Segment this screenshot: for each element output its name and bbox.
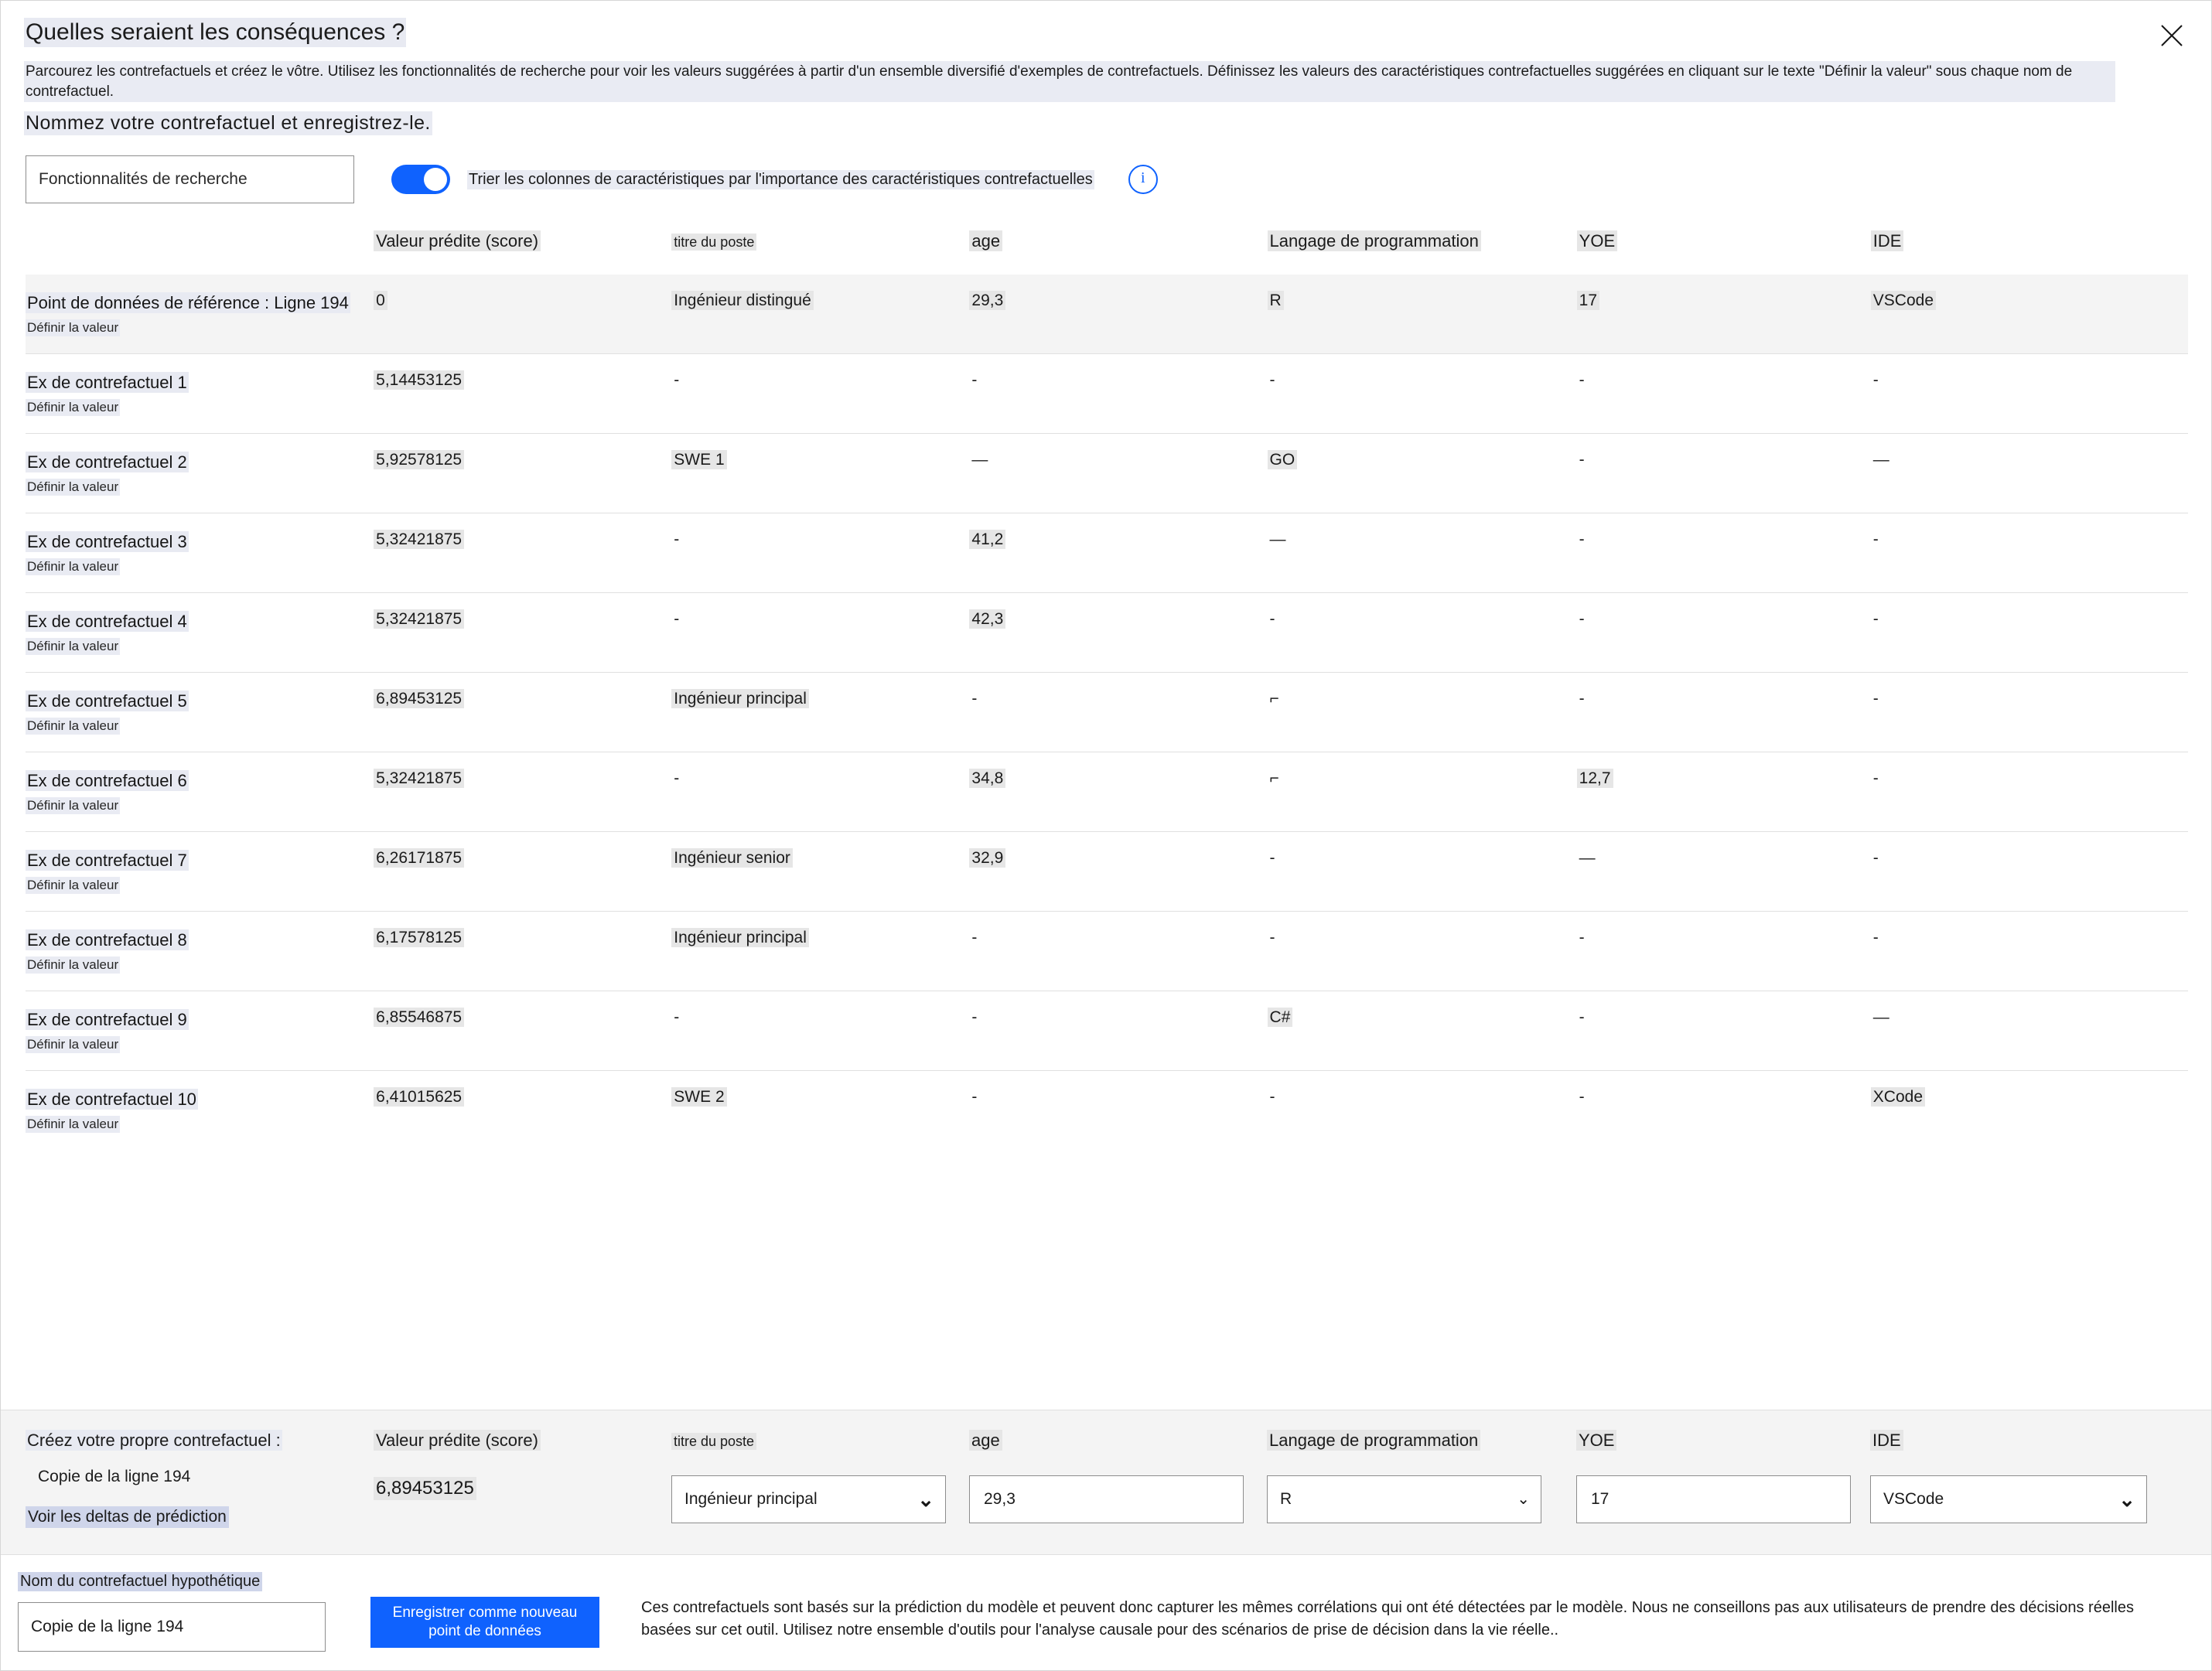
set-value-link[interactable]: Définir la valeur <box>27 400 119 415</box>
cell-ide: — <box>1872 451 1889 469</box>
set-value-link[interactable]: Définir la valeur <box>27 1037 119 1052</box>
cell-score: 5,92578125 <box>374 434 671 513</box>
cell-language: R <box>1268 275 1577 354</box>
cell-ide: — <box>1872 1008 1889 1027</box>
dialog-header <box>1 1 2211 135</box>
cell-ide: - <box>1872 690 1879 708</box>
cell-score: 6,41015625 <box>374 1071 671 1151</box>
column-header-language: Langage de programmation <box>1268 203 1577 275</box>
sort-toggle-label: Trier les colonnes de caractéristiques par l'importance des caractéristiques contrefactuelles <box>469 170 1093 188</box>
cell-language: GO <box>1268 434 1577 513</box>
cell-ide: - <box>1872 769 1879 788</box>
counterfactual-name-input[interactable] <box>18 1602 326 1652</box>
cell-job: - <box>674 769 680 788</box>
search-input[interactable] <box>26 155 354 203</box>
cell-yoe: - <box>1579 690 1585 708</box>
cell-ide: - <box>1872 849 1879 868</box>
close-icon[interactable] <box>2156 19 2188 52</box>
set-value-link[interactable]: Définir la valeur <box>27 718 119 734</box>
cell-age: 34,8 <box>969 752 1267 832</box>
cell-score: 5,32421875 <box>374 752 671 832</box>
cell-ide: VSCode <box>1871 275 2188 354</box>
cell-job: SWE 1 <box>671 434 969 513</box>
row-label-cell: Point de données de référence : Ligne 194 Définir la valeur <box>27 293 349 336</box>
cell-age: - <box>971 1088 978 1107</box>
job-title-value: Ingénieur principal <box>684 1490 818 1508</box>
cell-age: 42,3 <box>969 593 1267 673</box>
cell-job: Ingénieur distingué <box>671 275 969 354</box>
chevron-down-icon: ⌄ <box>917 1488 934 1511</box>
create-age-col: age 29,3 <box>969 1431 1267 1523</box>
cell-age: — <box>971 451 988 469</box>
age-input[interactable] <box>982 1489 1232 1509</box>
cell-score: 6,26171875 <box>374 832 671 912</box>
set-value-link[interactable]: Définir la valeur <box>27 957 119 973</box>
table-row[interactable] <box>26 1071 2188 1151</box>
cell-job: Ingénieur senior <box>671 832 969 912</box>
cell-yoe: - <box>1579 610 1585 629</box>
cell-yoe: 17 <box>1577 275 1871 354</box>
row-label-cell: Ex de contrefactuel 5 Définir la valeur <box>27 691 187 734</box>
cell-yoe: — <box>1579 849 1596 868</box>
create-yoe-col: YOE 17 <box>1576 1431 1870 1523</box>
create-score-value: 6,89453125 <box>374 1477 476 1500</box>
cell-job: - <box>674 610 680 629</box>
sort-columns-toggle[interactable] <box>391 165 450 194</box>
dialog-name-instruction: Nommez votre contrefactuel et enregistrez-le. <box>26 112 431 135</box>
set-value-link[interactable]: Définir la valeur <box>27 479 119 495</box>
cell-yoe: - <box>1579 1088 1585 1107</box>
counterfactual-name-label: Nom du contrefactuel hypothétique <box>18 1572 262 1591</box>
table-row[interactable] <box>26 354 2188 434</box>
table-row[interactable] <box>26 673 2188 752</box>
cell-score: 5,32421875 <box>374 513 671 593</box>
cell-age: - <box>971 690 978 708</box>
table-row[interactable] <box>26 752 2188 832</box>
row-label-cell: Ex de contrefactuel 3 Définir la valeur <box>27 532 187 575</box>
dialog-footer <box>1 1554 2211 1670</box>
row-label-cell: Ex de contrefactuel 10 Définir la valeur <box>27 1090 196 1132</box>
row-label-cell: Ex de contrefactuel 9 Définir la valeur <box>27 1010 187 1052</box>
cell-yoe: - <box>1579 929 1585 947</box>
cell-language: - <box>1269 1088 1275 1107</box>
create-job-col: titre du poste Ingénieur principal ⌄ <box>671 1431 969 1523</box>
cell-age: 32,9 <box>969 832 1267 912</box>
yoe-field[interactable] <box>1576 1475 1851 1523</box>
row-label-cell: Ex de contrefactuel 7 Définir la valeur <box>27 851 187 893</box>
info-icon[interactable]: i <box>1128 165 1158 194</box>
table-row[interactable] <box>26 832 2188 912</box>
table-row[interactable] <box>26 275 2188 354</box>
counterfactuals-table <box>26 203 2188 1150</box>
table-row[interactable] <box>26 434 2188 513</box>
create-counterfactual-row <box>1 1410 2211 1554</box>
cell-age: - <box>971 1008 978 1027</box>
set-value-link[interactable]: Définir la valeur <box>27 1117 119 1132</box>
cell-language: ⌐ <box>1269 769 1279 788</box>
chevron-down-icon: ⌄ <box>1517 1491 1530 1508</box>
create-score-col: Valeur prédite (score) 6,89453125 <box>374 1431 671 1500</box>
create-label-col: Créez votre propre contrefactuel : Copie de la ligne 194 Voir les deltas de prédiction <box>26 1431 374 1528</box>
cell-job: Ingénieur principal <box>671 912 969 991</box>
cell-score: 5,32421875 <box>374 593 671 673</box>
table-row[interactable] <box>26 593 2188 673</box>
table-row[interactable] <box>26 912 2188 991</box>
create-copy-name: Copie de la ligne 194 <box>38 1468 191 1485</box>
cell-language: - <box>1269 849 1275 868</box>
ide-select[interactable] <box>1870 1475 2147 1523</box>
cell-age: - <box>971 371 978 390</box>
column-header-row <box>26 203 374 275</box>
row-label-cell: Ex de contrefactuel 2 Définir la valeur <box>27 452 187 495</box>
programming-language-select[interactable] <box>1267 1475 1541 1523</box>
footer-disclaimer: Ces contrefactuels sont basés sur la prédiction du modèle et peuvent donc capturer les mêmes corrélations qui ont été détectées par le modèle. Nous ne conseillons pas aux utilisateurs de prendre des décisions réelles basées sur cet outil. Utilisez notre ensemble d'outils pour l'analyse causale pour des scénarios de prise de décision dans la vie réelle.. <box>641 1599 2134 1639</box>
cell-yoe: - <box>1579 451 1585 469</box>
cell-language: ⌐ <box>1269 690 1279 708</box>
set-value-link[interactable]: Définir la valeur <box>27 639 119 654</box>
cell-score: 6,89453125 <box>374 673 671 752</box>
cell-ide: - <box>1872 610 1879 629</box>
ide-value: VSCode <box>1883 1490 1944 1508</box>
cell-ide: - <box>1872 530 1879 549</box>
row-label-cell: Ex de contrefactuel 4 Définir la valeur <box>27 612 187 654</box>
cell-score: 0 <box>374 275 671 354</box>
create-ide-col: IDE VSCode ⌄ <box>1870 1431 2187 1523</box>
age-field[interactable] <box>969 1475 1244 1523</box>
cell-job: - <box>674 371 680 390</box>
cell-yoe: - <box>1579 530 1585 549</box>
sort-toggle-group <box>391 165 1158 194</box>
cell-job: SWE 2 <box>671 1071 969 1151</box>
row-label-cell: Ex de contrefactuel 6 Définir la valeur <box>27 771 187 813</box>
cell-ide: XCode <box>1871 1071 2188 1151</box>
cell-language: — <box>1269 530 1286 549</box>
cell-ide: - <box>1872 371 1879 390</box>
save-as-new-datapoint-button[interactable]: Enregistrer comme nouveau point de données <box>370 1597 599 1648</box>
chevron-down-icon: ⌄ <box>2118 1488 2135 1511</box>
controls-row <box>1 135 2211 203</box>
counterfactuals-table-area <box>1 203 2211 1410</box>
job-title-select[interactable] <box>671 1475 946 1523</box>
row-label-cell: Ex de contrefactuel 8 Définir la valeur <box>27 930 187 973</box>
column-header-job: titre du poste <box>671 203 969 275</box>
toggle-knob <box>424 168 447 191</box>
cell-job: - <box>674 530 680 549</box>
column-header-yoe: YOE <box>1577 203 1871 275</box>
cell-yoe: - <box>1579 371 1585 390</box>
cell-language: C# <box>1268 991 1577 1071</box>
yoe-input[interactable] <box>1589 1489 1839 1509</box>
cell-score: 5,14453125 <box>374 354 671 434</box>
cell-score: 6,85546875 <box>374 991 671 1071</box>
cell-yoe: 12,7 <box>1577 752 1871 832</box>
cell-job: - <box>674 1008 680 1027</box>
cell-language: - <box>1269 610 1275 629</box>
column-header-age: age <box>969 203 1267 275</box>
cell-age: 29,3 <box>969 275 1267 354</box>
cell-job: Ingénieur principal <box>671 673 969 752</box>
set-value-link[interactable]: Définir la valeur <box>27 878 119 893</box>
cell-language: - <box>1269 371 1275 390</box>
page-title: Quelles seraient les conséquences ? <box>24 18 406 47</box>
set-value-link[interactable]: Définir la valeur <box>27 559 119 575</box>
dialog-description: Parcourez les contrefactuels et créez le vôtre. Utilisez les fonctionnalités de recherche pour voir les valeurs suggérées à partir d'un ensemble diversifié d'exemples de contrefactuels. Définissez les valeurs des caractéristiques contrefactuelles suggérées en cliquant sur le texte "Définir la valeur" sous chaque nom de contrefactuel. <box>24 61 2115 102</box>
table-row[interactable] <box>26 513 2188 593</box>
table-row[interactable] <box>26 991 2188 1071</box>
cell-ide: - <box>1872 929 1879 947</box>
set-value-link[interactable]: Définir la valeur <box>27 798 119 813</box>
create-language-col: Langage de programmation R ⌄ <box>1267 1431 1576 1523</box>
counterfactual-name-group <box>18 1572 338 1652</box>
programming-language-value: R <box>1280 1490 1292 1508</box>
cell-score: 6,17578125 <box>374 912 671 991</box>
cell-language: - <box>1269 929 1275 947</box>
see-prediction-deltas-link[interactable]: Voir les deltas de prédiction <box>26 1506 229 1528</box>
row-label-cell: Ex de contrefactuel 1 Définir la valeur <box>27 373 187 415</box>
table-header-row <box>26 203 2188 275</box>
column-header-ide: IDE <box>1871 203 2188 275</box>
cell-age: 41,2 <box>969 513 1267 593</box>
cell-yoe: - <box>1579 1008 1585 1027</box>
column-header-score: Valeur prédite (score) <box>374 203 671 275</box>
set-value-link[interactable]: Définir la valeur <box>27 320 119 336</box>
cell-age: - <box>971 929 978 947</box>
